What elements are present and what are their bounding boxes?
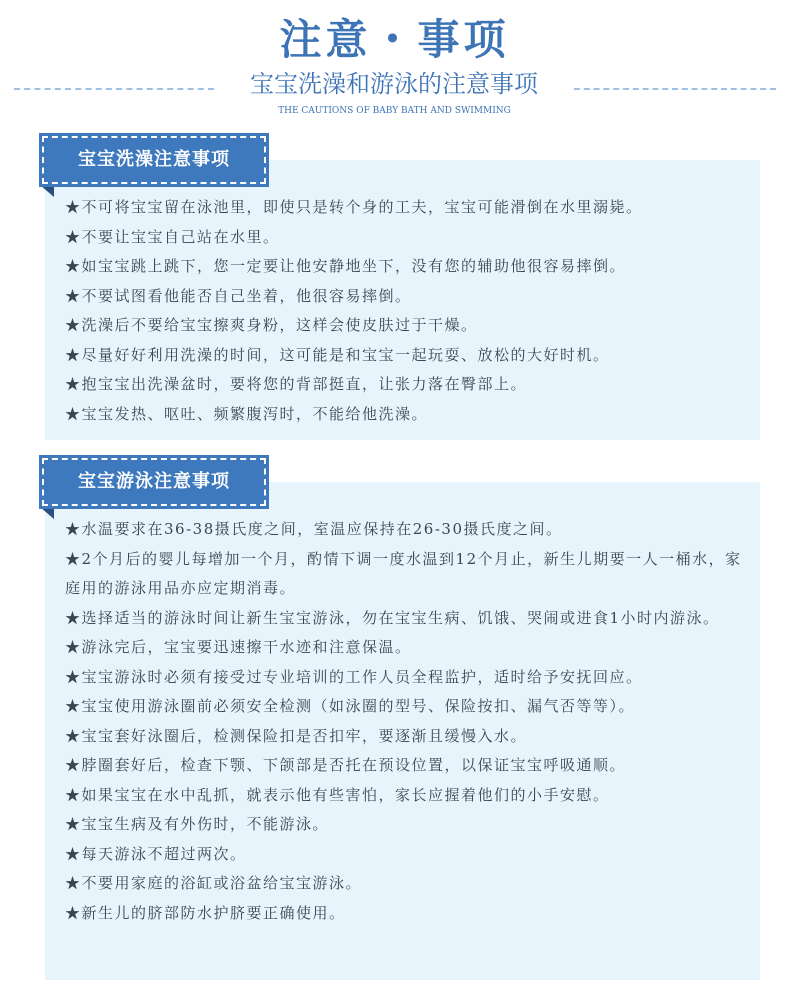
list-item: ★宝宝生病及有外伤时，不能游泳。 (65, 815, 330, 833)
list-item: ★宝宝游泳时必须有接受过专业培训的工作人员全程监护，适时给予安抚回应。 (65, 667, 643, 686)
divider-right (574, 88, 776, 90)
list-item: ★不要让宝宝自己站在水里。 (65, 227, 280, 246)
list-item: ★选择适当的游泳时间让新生宝宝游泳，勿在宝宝生病、饥饿、哭闹或进食1小时内游泳。 (65, 608, 720, 627)
list-item: ★宝宝套好泳圈后，检测保险扣是否扣牢，要逐渐且缓慢入水。 (65, 726, 528, 745)
list-item: ★不可将宝宝留在泳池里，即使只是转个身的工夫，宝宝可能滑倒在水里溺毙。 (65, 198, 643, 216)
list-item: ★不要试图看他能否自己坐着，他很容易摔倒。 (65, 286, 412, 305)
list-item: ★游泳完后，宝宝要迅速擦干水迹和注意保温。 (65, 638, 412, 656)
page-subtitle: 宝宝洗澡和游泳的注意事项 (250, 70, 538, 98)
english-subtitle: THE CAUTIONS OF BABY BATH AND SWIMMING (278, 106, 511, 116)
ribbon-fold (40, 185, 54, 197)
list-item: ★水温要求在36-38摄氏度之间，室温应保持在26-30摄氏度之间。 (65, 520, 563, 538)
list-item: ★如宝宝跳上跳下，您一定要让他安静地坐下，没有您的辅助他很容易摔倒。 (65, 257, 627, 275)
list-item: ★不要用家庭的浴缸或浴盆给宝宝游泳。 (65, 874, 363, 892)
page-title: 注意・事项 (279, 15, 510, 64)
bath-cautions-heading: 宝宝洗澡注意事项 (42, 136, 266, 184)
divider-left (14, 88, 214, 90)
list-item: ★每天游泳不超过两次。 (65, 844, 247, 863)
list-item: ★宝宝使用游泳圈前必须安全检测（如泳圈的型号、保险按扣、漏气否等等）。 (65, 697, 636, 715)
list-item: ★脖圈套好后，检查下颚、下颌部是否托在预设位置，以保证宝宝呼吸通顺。 (65, 756, 627, 774)
bath-cautions-list (65, 193, 751, 429)
list-item: ★洗澡后不要给宝宝擦爽身粉，这样会使皮肤过于干燥。 (65, 316, 478, 334)
subtitle-row (0, 66, 789, 102)
ribbon-fold (40, 507, 54, 519)
list-item: ★抱宝宝出洗澡盆时，要将您的背部挺直，让张力落在臀部上。 (65, 375, 528, 393)
list-item: ★宝宝发热、呕吐、频繁腹泻时，不能给他洗澡。 (65, 404, 429, 423)
list-item: ★尽量好好利用洗澡的时间，这可能是和宝宝一起玩耍、放松的大好时机。 (65, 345, 610, 364)
list-item: ★新生儿的脐部防水护脐要正确使用。 (65, 903, 346, 922)
swim-cautions-heading: 宝宝游泳注意事项 (42, 458, 266, 506)
list-item: ★2个月后的婴儿每增加一个月，酌情下调一度水温到12个月止，新生儿期要一人一桶水，家庭用的游泳用品亦应定期消毒。 (65, 549, 742, 597)
swim-cautions-list (65, 515, 751, 928)
list-item: ★如果宝宝在水中乱抓，就表示他有些害怕，家长应握着他们的小手安慰。 (65, 785, 610, 804)
